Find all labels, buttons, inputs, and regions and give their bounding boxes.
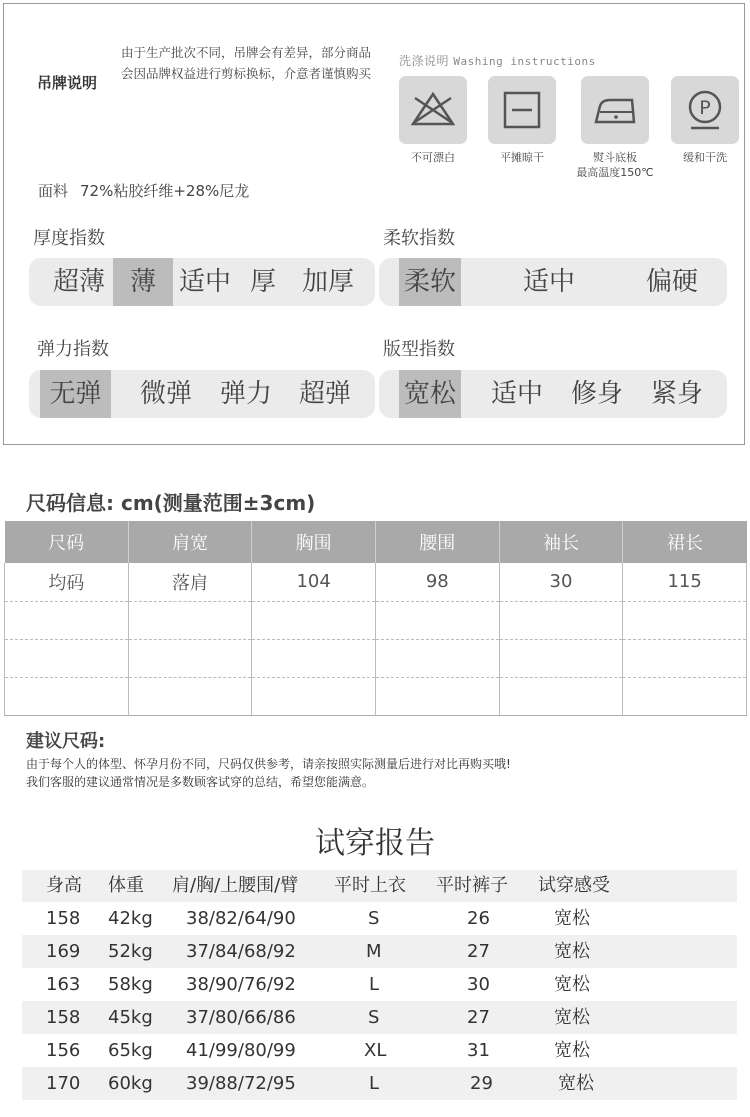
report-cell: S [368,1007,380,1028]
report-cell: 52kg [108,941,153,962]
report-cell: 宽松 [554,1007,590,1028]
fitting-report-table [22,870,737,1100]
washing-title-en: Washing instructions [453,55,596,68]
table-row [22,1067,737,1100]
elasticity-title: 弹力指数 [37,339,109,360]
report-cell: 宽松 [554,1040,590,1061]
wash-label-line2: 最高温度150℃ [576,166,654,179]
thickness-option-selected: 薄 [113,258,173,306]
report-header-cell: 身高 [46,875,82,896]
table-row-empty [5,601,747,639]
fabric-label: 面料 [38,182,69,200]
thickness-option: 超薄 [52,267,105,297]
size-header-cell: 胸围 [252,521,376,563]
fit-option-selected: 宽松 [399,370,461,418]
size-cell: 104 [252,563,376,601]
report-cell: 158 [46,908,81,929]
flat-dry-icon [488,76,556,144]
thickness-option: 适中 [178,267,231,297]
report-cell: 27 [467,941,490,962]
report-header-cell: 平时上衣 [334,875,406,896]
fit-title: 版型指数 [383,339,455,360]
advice-heading: 建议尺码: [26,731,106,752]
report-cell: M [366,941,382,962]
svg-text:P: P [699,97,711,119]
table-row [5,563,747,601]
size-table [4,521,747,716]
report-cell: 宽松 [554,974,590,995]
report-header-cell: 体重 [108,875,144,896]
report-cell: 38/82/64/90 [186,908,296,929]
elasticity-option: 超弹 [298,379,351,409]
thickness-option: 加厚 [301,267,354,297]
report-cell: 27 [467,1007,490,1028]
table-row [22,1001,737,1034]
table-row [22,968,737,1001]
report-cell: S [368,908,380,929]
size-cell: 均码 [5,563,129,601]
report-cell: 宽松 [558,1073,594,1094]
table-row [22,935,737,968]
report-cell: 156 [46,1040,81,1061]
report-cell: 41/99/80/99 [186,1040,296,1061]
wash-label: 平摊晾干 [500,151,544,164]
size-cell: 115 [623,563,747,601]
fabric-value: 72%粘胶纤维+28%尼龙 [80,182,250,200]
softness-title: 柔软指数 [383,228,455,249]
advice-line-1: 由于每个人的体型、怀孕月份不同，尺码仅供参考，请亲按照实际测量后进行对比再购买哦! [26,757,511,771]
fit-option: 修身 [570,379,623,409]
elasticity-option: 弹力 [219,379,272,409]
tag-description: 由于生产批次不同，吊牌会有差异，部分商品会因品牌权益进行剪标换标，介意者谨慎购买 [121,45,372,81]
washing-title-cn: 洗涤说明 [399,54,450,68]
report-cell: 170 [46,1073,81,1094]
thickness-option: 厚 [249,267,276,297]
size-cell: 98 [375,563,499,601]
fit-option: 紧身 [650,379,703,409]
softness-option: 适中 [522,267,575,297]
report-cell: 29 [470,1073,493,1094]
report-cell: 58kg [108,974,153,995]
elasticity-option-selected: 无弹 [40,370,111,418]
elasticity-option: 微弹 [139,379,192,409]
report-cell: 38/90/76/92 [186,974,296,995]
size-cell: 落肩 [128,563,252,601]
report-title: 试穿报告 [315,826,435,861]
size-header-cell: 裙长 [623,521,747,563]
softness-bar [379,258,727,306]
size-header-cell: 肩宽 [128,521,252,563]
report-cell: 26 [467,908,490,929]
no-bleach-icon [399,76,467,144]
report-cell: L [369,974,380,995]
table-row [22,902,737,935]
report-header-cell: 平时裤子 [436,875,508,896]
product-info-panel [3,3,745,445]
elasticity-bar [29,370,375,418]
wash-item-dry-clean [659,76,750,165]
fit-bar [379,370,727,418]
washing-title [399,52,596,69]
report-cell: 37/84/68/92 [186,941,296,962]
report-cell: 42kg [108,908,153,929]
table-row [22,1034,737,1067]
size-cell: 30 [499,563,623,601]
softness-option: 偏硬 [645,267,698,297]
wash-item-iron [569,76,661,180]
wash-item-flat-dry [476,76,568,165]
wash-label: 不可漂白 [411,151,455,164]
size-header-cell: 腰围 [375,521,499,563]
report-cell: 65kg [108,1040,153,1061]
size-header-cell: 尺码 [5,521,129,563]
report-cell: 宽松 [554,908,590,929]
wash-label-line1: 熨斗底板 [593,151,637,164]
fit-option: 适中 [490,379,543,409]
thickness-bar [29,258,375,306]
report-cell: 163 [46,974,81,995]
report-cell: 169 [46,941,81,962]
thickness-title: 厚度指数 [33,228,105,249]
dry-clean-p-icon [671,76,739,144]
report-cell: L [369,1073,380,1094]
report-cell: 30 [467,974,490,995]
report-cell: 60kg [108,1073,153,1094]
softness-option-selected: 柔软 [399,258,461,306]
report-cell: 45kg [108,1007,153,1028]
size-info-heading: 尺码信息: cm(测量范围±3cm) [26,491,316,515]
table-row-empty [5,639,747,677]
table-row-empty [5,677,747,715]
report-header-row [22,870,737,902]
report-header-cell: 试穿感受 [538,875,610,896]
report-cell: 39/88/72/95 [186,1073,296,1094]
report-cell: XL [364,1040,387,1061]
wash-label: 缓和干洗 [683,151,727,164]
report-cell: 37/80/66/86 [186,1007,296,1028]
iron-icon [581,76,649,144]
fabric-info [38,180,249,201]
report-header-cell: 肩/胸/上腰围/臂 [172,875,299,896]
advice-line-2: 我们客服的建议通常情况是多数顾客试穿的总结，希望您能满意。 [26,775,375,789]
tag-title: 吊牌说明 [37,74,98,92]
wash-item-no-bleach [387,76,479,165]
report-cell: 31 [467,1040,490,1061]
wash-label [569,150,661,180]
size-table-header [5,521,747,563]
size-header-cell: 袖长 [499,521,623,563]
report-cell: 158 [46,1007,81,1028]
report-cell: 宽松 [554,941,590,962]
